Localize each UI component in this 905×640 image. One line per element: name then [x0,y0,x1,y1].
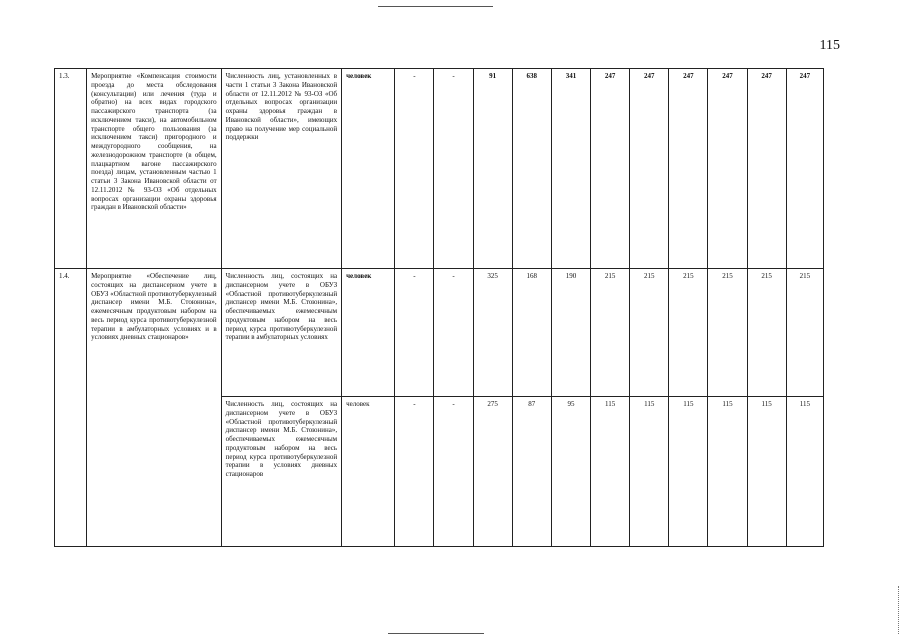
value-cell: - [395,397,434,547]
value-cell: 215 [708,269,747,397]
value-cell: 247 [591,69,630,269]
value-cell: - [395,269,434,397]
value-cell: 247 [630,69,669,269]
value-cell: 215 [669,269,708,397]
scan-line-top [378,6,493,7]
value-cell: 95 [551,397,590,547]
table-row-1-3 [55,69,824,269]
unit-cell: человек [342,269,395,397]
value-cell: 247 [786,69,823,269]
value-cell: 115 [591,397,630,547]
row-number: 1.4. [55,269,87,547]
value-cell: 215 [630,269,669,397]
indicator-description: Численность лиц, состоящих на диспансерном учете в ОБУЗ «Областной противотуберкулезный диспансер имени М.Б. Стоюнина», обеспечиваемых ежемесячным продуктовым набором на весь период курса противотуберкулезной терапии в условиях дневных стационаров [221,397,341,547]
value-cell: 341 [551,69,590,269]
value-cell: - [434,269,473,397]
value-cell: 91 [473,69,512,269]
event-description: Мероприятие «Компенсация стоимости проезда до места обследования (консультации) или лечения (туда и обратно) на всех видах городского пассажирского транспорта (за исключением такси), на автомобильном транспорте общего пользования (за исключением такси) пригородного и междугородного сообщения, на железнодорожном транспорте (в общем, плацкартном вагоне пассажирского поезда) лицам, установленным частью 1 статьи 3 Закона Ивановской области от 12.11.2012 № 93-ОЗ «Об отдельных вопросах организации охраны здоровья граждан в Ивановской области» [87,69,222,269]
value-cell: 275 [473,397,512,547]
indicator-description: Численность лиц, установленных в части 1 статьи 3 Закона Ивановской области от 12.11.2012 № 93-ОЗ «Об отдельных вопросах организации охраны здоровья граждан в Ивановской области», имеющих право на получение мер социальной поддержки [221,69,341,269]
value-cell: 190 [551,269,590,397]
value-cell: 247 [747,69,786,269]
scan-line-bottom [388,633,484,634]
indicator-description: Численность лиц, состоящих на диспансерном учете в ОБУЗ «Областной противотуберкулезный диспансер имени М.Б. Стоюнина», обеспечиваемых ежемесячным продуктовым набором на весь период курса противотуберкулезной терапии в амбулаторных условиях [221,269,341,397]
event-description: Мероприятие «Обеспечение лиц, состоящих на диспансерном учете в ОБУЗ «Областной противотуберкулезный диспансер имени М.Б. Стоюнина», ежемесячным продуктовым набором на весь период курса противотуберкулезной терапии в амбулаторных условиях и в условиях дневных стационаров» [87,269,222,547]
unit-cell: человек [342,69,395,269]
value-cell: 215 [786,269,823,397]
value-cell: 638 [512,69,551,269]
value-cell: 168 [512,269,551,397]
value-cell: 87 [512,397,551,547]
value-cell: - [434,397,473,547]
value-cell: 247 [669,69,708,269]
unit-cell: человек [342,397,395,547]
value-cell: 215 [747,269,786,397]
program-indicators-table [54,68,824,547]
scan-edge-marks [898,586,902,634]
value-cell: 115 [786,397,823,547]
value-cell: 115 [708,397,747,547]
value-cell: - [395,69,434,269]
value-cell: 115 [747,397,786,547]
value-cell: 247 [708,69,747,269]
value-cell: 115 [669,397,708,547]
row-number: 1.3. [55,69,87,269]
value-cell: 115 [630,397,669,547]
value-cell: - [434,69,473,269]
page-number: 115 [819,38,840,53]
value-cell: 325 [473,269,512,397]
value-cell: 215 [591,269,630,397]
table-row-1-4 [55,269,824,397]
